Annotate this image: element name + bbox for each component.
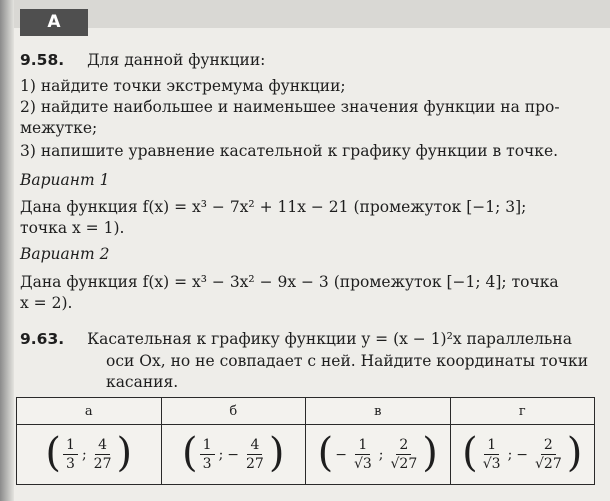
problem-958-intro: Для данной функции: <box>87 51 266 69</box>
header-bar <box>14 0 610 28</box>
section-badge: А <box>20 9 88 36</box>
problem-958-item-1: 1) найдите точки экстремума функции; <box>20 77 346 95</box>
problem-958-item-2b: межутке; <box>20 119 98 137</box>
answer-v-y: $\frac{2}{√27}$ <box>390 437 418 472</box>
answer-option-b[interactable] <box>161 425 306 485</box>
answer-option-v[interactable] <box>306 425 451 485</box>
variant-2-line-1: Дана функция f(x) = x³ − 3x² − 9x − 3 (промежуток [−1; 4]; точка <box>20 273 559 291</box>
answers-table <box>16 397 595 485</box>
answer-b-y-sign: − <box>227 446 240 463</box>
problem-958-number: 9.58. <box>20 51 65 69</box>
answer-v-expression: ( − $\frac{1}{√3}$ ; $\frac{2}{√27}$ ) <box>317 429 438 476</box>
variant-1-line-2: точка x = 1). <box>20 219 125 237</box>
problem-958-heading <box>20 51 265 69</box>
answers-value-row <box>17 425 595 485</box>
variant-2-title: Вариант 2 <box>20 245 110 263</box>
answers-header-row <box>17 398 595 425</box>
problem-963-number: 9.63. <box>20 330 65 348</box>
answer-b-expression: ( $\frac{1}{3}$ ; − $\frac{4}{27}$ ) <box>182 429 285 476</box>
problem-963-line-1: Касательная к графику функции y = (x − 1)²x параллельна <box>87 330 572 348</box>
answer-b-y: $\frac{4}{27}$ <box>246 437 264 472</box>
answer-header-b: б <box>161 398 306 425</box>
answer-header-g: г <box>450 398 595 425</box>
answer-v-x: $\frac{1}{√3}$ <box>353 437 372 472</box>
problem-958-item-3: 3) напишите уравнение касательной к графику функции в точке. <box>20 142 559 160</box>
answer-g-y-sign: − <box>516 446 529 463</box>
answer-g-x: $\frac{1}{√3}$ <box>482 437 501 472</box>
problem-963-line-3: касания. <box>106 373 179 391</box>
variant-2-line-2: x = 2). <box>20 294 73 312</box>
problem-963-line-1-row <box>20 330 572 348</box>
answer-g-expression: ( $\frac{1}{√3}$ ; − $\frac{2}{√27}$ ) <box>462 429 583 476</box>
answer-option-a[interactable] <box>17 425 162 485</box>
answer-a-x: $\frac{1}{3}$ <box>63 436 78 473</box>
answer-option-g[interactable] <box>450 425 595 485</box>
answer-header-v: в <box>306 398 451 425</box>
variant-1-title: Вариант 1 <box>20 171 110 189</box>
variant-1-line-1: Дана функция f(x) = x³ − 7x² + 11x − 21 (промежуток [−1; 3]; <box>20 198 527 216</box>
answer-a-expression: ( $\frac{1}{3}$ ; $\frac{4}{27}$ ) <box>45 429 133 476</box>
problem-958-item-2a: 2) найдите наибольшее и наименьшее значения функции на про- <box>20 98 560 116</box>
answer-a-y: $\frac{4}{27}$ <box>93 437 112 472</box>
answer-g-y: $\frac{2}{√27}$ <box>535 437 562 472</box>
answer-header-a: а <box>17 398 162 425</box>
page-spine-shadow <box>0 0 14 501</box>
problem-963-line-2: оси Ox, но не совпадает с ней. Найдите координаты точки <box>106 352 589 370</box>
answer-b-x: $\frac{1}{3}$ <box>200 436 215 473</box>
answer-v-x-sign: − <box>335 446 347 463</box>
